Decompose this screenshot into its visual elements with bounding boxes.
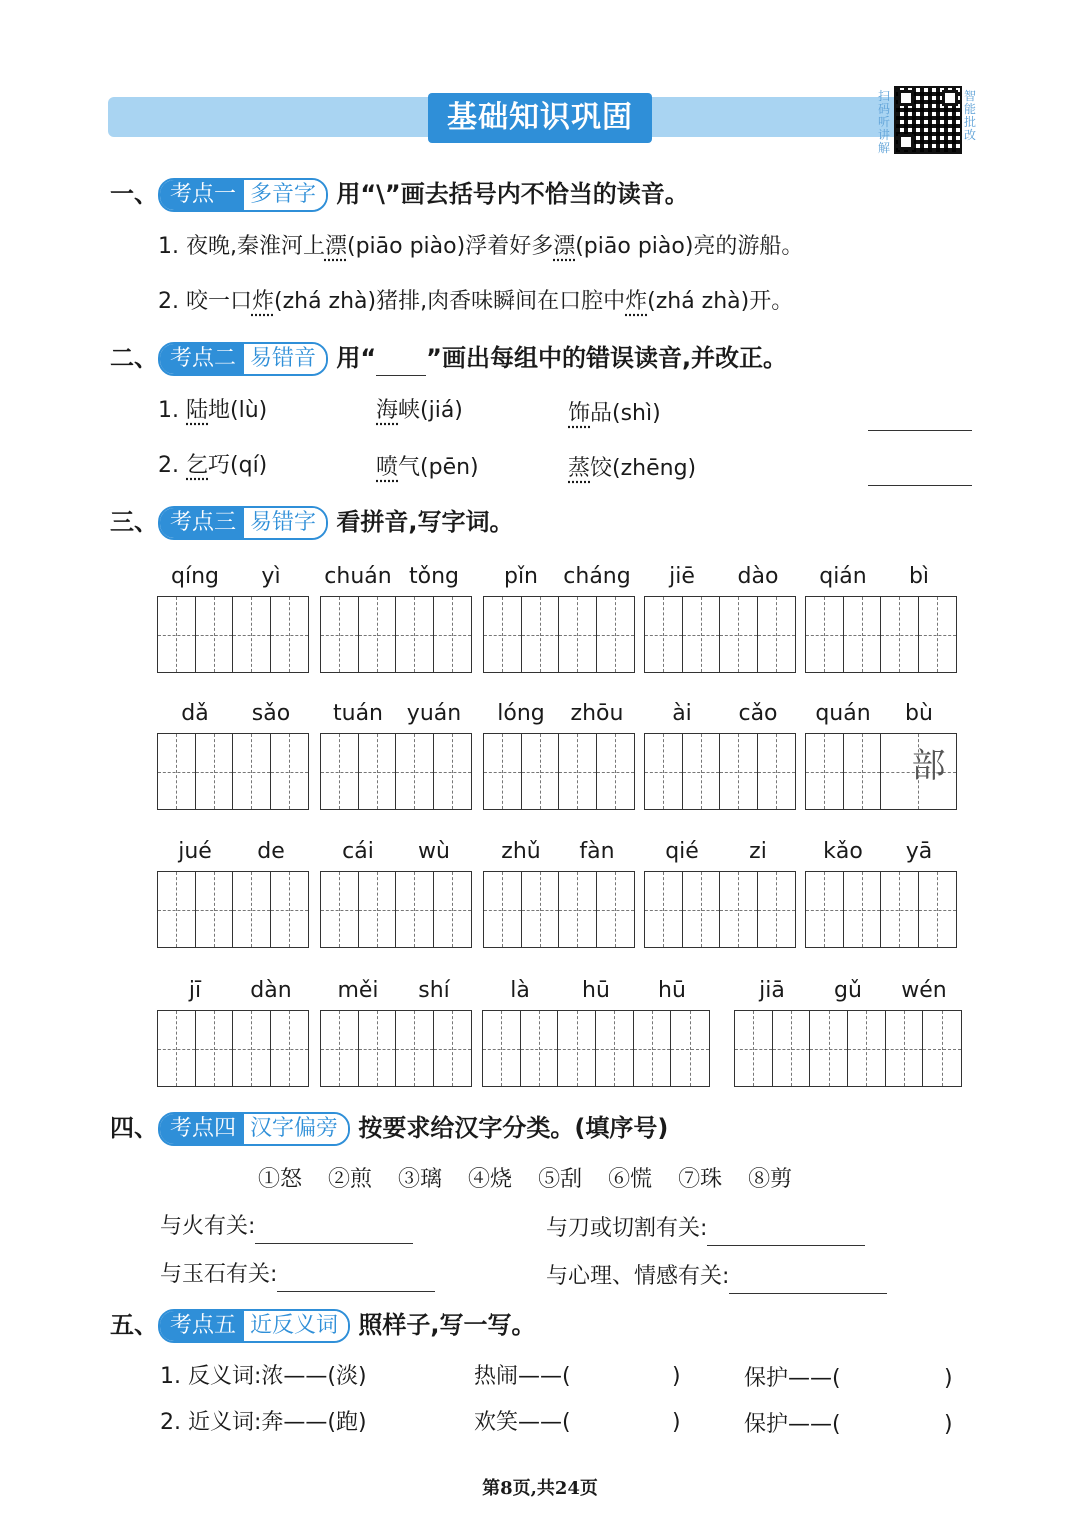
section-number: 一、 — [110, 180, 158, 208]
character-option: ⑥慌 — [608, 1167, 653, 1192]
answer-blank[interactable] — [868, 453, 972, 486]
pinyin-label: bì — [908, 564, 930, 589]
synonym-q2: 保护——( — [744, 1412, 841, 1437]
grid-cell[interactable] — [919, 597, 956, 672]
pinyin-label: hū — [582, 978, 610, 1003]
grid-cell[interactable] — [196, 1011, 234, 1086]
writing-grid[interactable] — [805, 871, 957, 948]
grid-cell[interactable] — [271, 872, 308, 947]
s2-row-2: 2. 乞巧(qí) — [158, 453, 268, 478]
close-paren: ) — [944, 1366, 953, 1391]
answer-blank[interactable] — [707, 1215, 865, 1246]
grid-cell[interactable] — [597, 597, 634, 672]
pinyin-label: sǎo — [251, 701, 291, 726]
writing-grid[interactable] — [320, 1010, 472, 1087]
grid-cell[interactable] — [434, 1011, 471, 1086]
pinyin-label: jiē — [669, 564, 695, 589]
grid-cell[interactable] — [483, 1011, 521, 1086]
grid-cell[interactable] — [758, 872, 795, 947]
writing-grid[interactable] — [157, 871, 309, 948]
grid-cell[interactable] — [923, 1011, 961, 1086]
grid-cell[interactable] — [158, 734, 196, 809]
section-instruction: 用“\”画去括号内不恰当的读音。 — [336, 180, 689, 208]
character-option: ②煎 — [328, 1167, 373, 1192]
grid-cell[interactable] — [321, 1011, 359, 1086]
pinyin-label: gǔ — [834, 978, 862, 1003]
grid-cell[interactable] — [359, 1011, 397, 1086]
pinyin-label: dào — [737, 564, 779, 589]
writing-grid[interactable] — [483, 596, 635, 673]
topic-badge: 考点二 易错音 — [158, 342, 328, 376]
grid-cell[interactable] — [271, 734, 308, 809]
grid-cell[interactable] — [844, 872, 882, 947]
antonym-q1: 热闹——( — [474, 1364, 571, 1389]
pinyin-label: dàn — [250, 978, 292, 1003]
synonym-example: 2. 近义词:奔——(跑) — [160, 1410, 367, 1435]
grid-cell[interactable] — [233, 1011, 271, 1086]
grid-cell[interactable] — [683, 734, 721, 809]
grid-cell[interactable] — [773, 1011, 811, 1086]
pinyin-label: fàn — [579, 839, 615, 864]
grid-cell[interactable] — [484, 872, 522, 947]
grid-cell[interactable] — [881, 872, 919, 947]
pinyin-label: yuán — [406, 701, 462, 726]
character-option: ④烧 — [468, 1167, 513, 1192]
character-option: ③璃 — [398, 1167, 443, 1192]
grid-cell[interactable] — [758, 734, 795, 809]
grid-cell[interactable] — [522, 734, 560, 809]
writing-grid[interactable] — [734, 1010, 962, 1087]
grid-cell[interactable] — [321, 597, 359, 672]
section-3-heading: 三、 考点三 易错字 看拼音,写字词。 — [110, 504, 514, 540]
close-paren: ) — [672, 1410, 681, 1435]
grid-cell[interactable] — [559, 597, 597, 672]
grid-cell[interactable] — [720, 734, 758, 809]
pinyin-label: ài — [672, 701, 692, 726]
writing-grid[interactable] — [482, 1010, 710, 1087]
section-5-heading: 五、 考点五 近反义词 照样子,写一写。 — [110, 1307, 536, 1343]
pinyin-label: wù — [418, 839, 450, 864]
grid-cell[interactable] — [233, 597, 271, 672]
answer-blank[interactable] — [868, 398, 972, 431]
grid-cell[interactable] — [881, 597, 919, 672]
pinyin-label: hū — [658, 978, 686, 1003]
pinyin-label: kǎo — [823, 839, 863, 864]
grid-cell[interactable] — [758, 597, 795, 672]
grid-cell[interactable] — [396, 597, 434, 672]
grid-cell[interactable] — [720, 597, 758, 672]
writing-grid[interactable] — [320, 871, 472, 948]
grid-cell[interactable] — [158, 597, 196, 672]
synonym-q1: 欢笑——( — [474, 1410, 571, 1435]
character-option: ⑤刮 — [538, 1167, 583, 1192]
answer-blank[interactable] — [277, 1261, 435, 1292]
grid-cell[interactable] — [396, 734, 434, 809]
writing-grid[interactable] — [644, 733, 796, 810]
grid-cell[interactable] — [844, 734, 882, 809]
pinyin-label: lóng — [497, 701, 545, 726]
s2-row-1-word-3: 饰品(shì) — [568, 401, 661, 426]
grid-cell[interactable] — [196, 872, 234, 947]
grid-cell[interactable] — [196, 597, 234, 672]
pinyin-label: là — [510, 978, 530, 1003]
s2-row-1-word-2: 海峡(jiá) — [376, 398, 463, 423]
grid-cell[interactable] — [158, 1011, 196, 1086]
pinyin-label: yā — [905, 839, 933, 864]
grid-cell[interactable] — [720, 872, 758, 947]
topic-badge: 考点三 易错字 — [158, 506, 328, 540]
pinyin-label: cháng — [563, 564, 631, 589]
topic-badge: 考点一 多音字 — [158, 178, 328, 212]
grid-cell[interactable] — [881, 734, 956, 809]
grid-cell[interactable] — [522, 872, 560, 947]
grid-cell[interactable] — [484, 597, 522, 672]
s2-row-1: 1. 陆地(lù) — [158, 398, 268, 423]
fire-category: 与火有关: — [160, 1210, 413, 1244]
pinyin-label: yì — [261, 564, 281, 589]
writing-grid[interactable] — [157, 1010, 309, 1087]
grid-cell[interactable] — [321, 872, 359, 947]
antonym-q2: 保护——( — [744, 1366, 841, 1391]
grid-cell[interactable] — [321, 734, 359, 809]
writing-grid[interactable] — [805, 596, 957, 673]
close-paren: ) — [944, 1412, 953, 1437]
grid-cell[interactable] — [359, 734, 397, 809]
writing-grid[interactable] — [157, 596, 309, 673]
writing-grid[interactable] — [805, 733, 957, 810]
pinyin-label: zi — [749, 839, 767, 864]
pinyin-label: tǒng — [409, 564, 459, 589]
grid-cell[interactable] — [597, 734, 634, 809]
pinyin-label: qíng — [171, 564, 219, 589]
answer-blank[interactable] — [729, 1263, 887, 1294]
writing-grid[interactable] — [320, 733, 472, 810]
grid-cell[interactable] — [484, 734, 522, 809]
section-2-heading: 二、 考点二 易错音 用“ ”画出每组中的错误读音,并改正。 — [110, 340, 787, 376]
pinyin-label: dǎ — [181, 701, 209, 726]
grid-cell[interactable] — [671, 1011, 709, 1086]
pinyin-label: zhōu — [570, 701, 624, 726]
section-1-heading — [110, 176, 689, 212]
answer-blank[interactable] — [255, 1213, 413, 1244]
grid-cell[interactable] — [683, 872, 721, 947]
grid-cell[interactable] — [886, 1011, 924, 1086]
grid-cell[interactable] — [848, 1011, 886, 1086]
character-list — [258, 1163, 818, 1197]
s1-question-2: 2. 咬一口炸(zhá zhà)猪排,肉香味瞬间在口腔中炸(zhá zhà)开。 — [158, 289, 794, 314]
grid-cell[interactable] — [359, 872, 397, 947]
pinyin-label: pǐn — [503, 564, 539, 589]
grid-cell[interactable] — [645, 872, 683, 947]
pinyin-label: cái — [342, 839, 374, 864]
grid-cell[interactable] — [806, 872, 844, 947]
grid-cell[interactable] — [522, 597, 560, 672]
grid-cell[interactable] — [158, 872, 196, 947]
s2-row-2-word-2: 喷气(pēn) — [376, 455, 479, 480]
grid-cell[interactable] — [271, 1011, 308, 1086]
grid-cell[interactable] — [844, 597, 882, 672]
topic-badge: 考点五 近反义词 — [158, 1309, 350, 1343]
writing-grid[interactable] — [157, 733, 309, 810]
qr-label-left: 扫码听讲解 — [878, 89, 891, 155]
grid-cell[interactable] — [810, 1011, 848, 1086]
grid-cell[interactable] — [597, 872, 634, 947]
grid-cell[interactable] — [645, 734, 683, 809]
pinyin-label: chuán — [324, 564, 392, 589]
qr-code-icon — [894, 86, 962, 154]
page-title: 基础知识巩固 — [428, 93, 652, 143]
topic-badge: 考点四 汉字偏旁 — [158, 1112, 350, 1146]
qr-label-right: 智能批改 — [964, 89, 977, 142]
grid-cell[interactable] — [683, 597, 721, 672]
pinyin-label: qié — [665, 839, 699, 864]
pinyin-label: qián — [819, 564, 867, 589]
grid-cell[interactable] — [233, 872, 271, 947]
grid-cell[interactable] — [434, 734, 471, 809]
pinyin-label: měi — [337, 978, 379, 1003]
grid-cell[interactable] — [559, 734, 597, 809]
handwritten-answer: 部 — [911, 746, 946, 786]
grid-cell[interactable] — [434, 597, 471, 672]
writing-grid[interactable] — [320, 596, 472, 673]
antonym-example: 1. 反义词:浓——(淡) — [160, 1364, 367, 1389]
character-option: ①怒 — [258, 1167, 303, 1192]
s2-row-2-word-3: 蒸饺(zhēng) — [568, 456, 697, 481]
grid-cell[interactable] — [196, 734, 234, 809]
pinyin-label: cǎo — [738, 701, 778, 726]
character-option: ⑦珠 — [678, 1167, 723, 1192]
grid-cell[interactable] — [359, 597, 397, 672]
grid-cell[interactable] — [271, 597, 308, 672]
writing-grid[interactable] — [483, 733, 635, 810]
grid-cell[interactable] — [233, 734, 271, 809]
pinyin-label: quán — [815, 701, 871, 726]
grid-cell[interactable] — [806, 734, 844, 809]
pinyin-label: jiā — [759, 978, 785, 1003]
grid-cell[interactable] — [521, 1011, 559, 1086]
grid-cell[interactable] — [735, 1011, 773, 1086]
knife-category: 与刀或切割有关: — [546, 1212, 865, 1246]
pinyin-label: jī — [188, 978, 202, 1003]
s1-question-1: 1. 夜晚,秦淮河上漂(piāo piào)浮着好多漂(piāo piào)亮的游船。 — [158, 234, 804, 259]
grid-cell[interactable] — [634, 1011, 672, 1086]
grid-cell[interactable] — [919, 872, 956, 947]
writing-grid[interactable] — [644, 871, 796, 948]
pinyin-label: wén — [901, 978, 947, 1003]
grid-cell[interactable] — [558, 1011, 596, 1086]
section-4-heading: 四、 考点四 汉字偏旁 按要求给汉字分类。(填序号) — [110, 1110, 668, 1146]
pinyin-label: shí — [418, 978, 450, 1003]
character-option: ⑧剪 — [748, 1167, 793, 1192]
writing-grid[interactable] — [644, 596, 796, 673]
pinyin-label: jué — [178, 839, 212, 864]
pinyin-label: tuán — [333, 701, 383, 726]
jade-category: 与玉石有关: — [160, 1258, 435, 1292]
grid-cell[interactable] — [396, 1011, 434, 1086]
grid-cell[interactable] — [559, 872, 597, 947]
grid-cell[interactable] — [596, 1011, 634, 1086]
grid-cell[interactable] — [434, 872, 471, 947]
pinyin-label: bù — [905, 701, 933, 726]
grid-cell[interactable] — [396, 872, 434, 947]
page-number: 第8页,共24页 — [482, 1478, 598, 1499]
grid-cell[interactable] — [806, 597, 844, 672]
writing-grid[interactable] — [483, 871, 635, 948]
pinyin-label: de — [257, 839, 285, 864]
grid-cell[interactable] — [645, 597, 683, 672]
pinyin-label: zhǔ — [501, 839, 541, 864]
close-paren: ) — [672, 1364, 681, 1389]
heart-category: 与心理、情感有关: — [546, 1260, 887, 1294]
